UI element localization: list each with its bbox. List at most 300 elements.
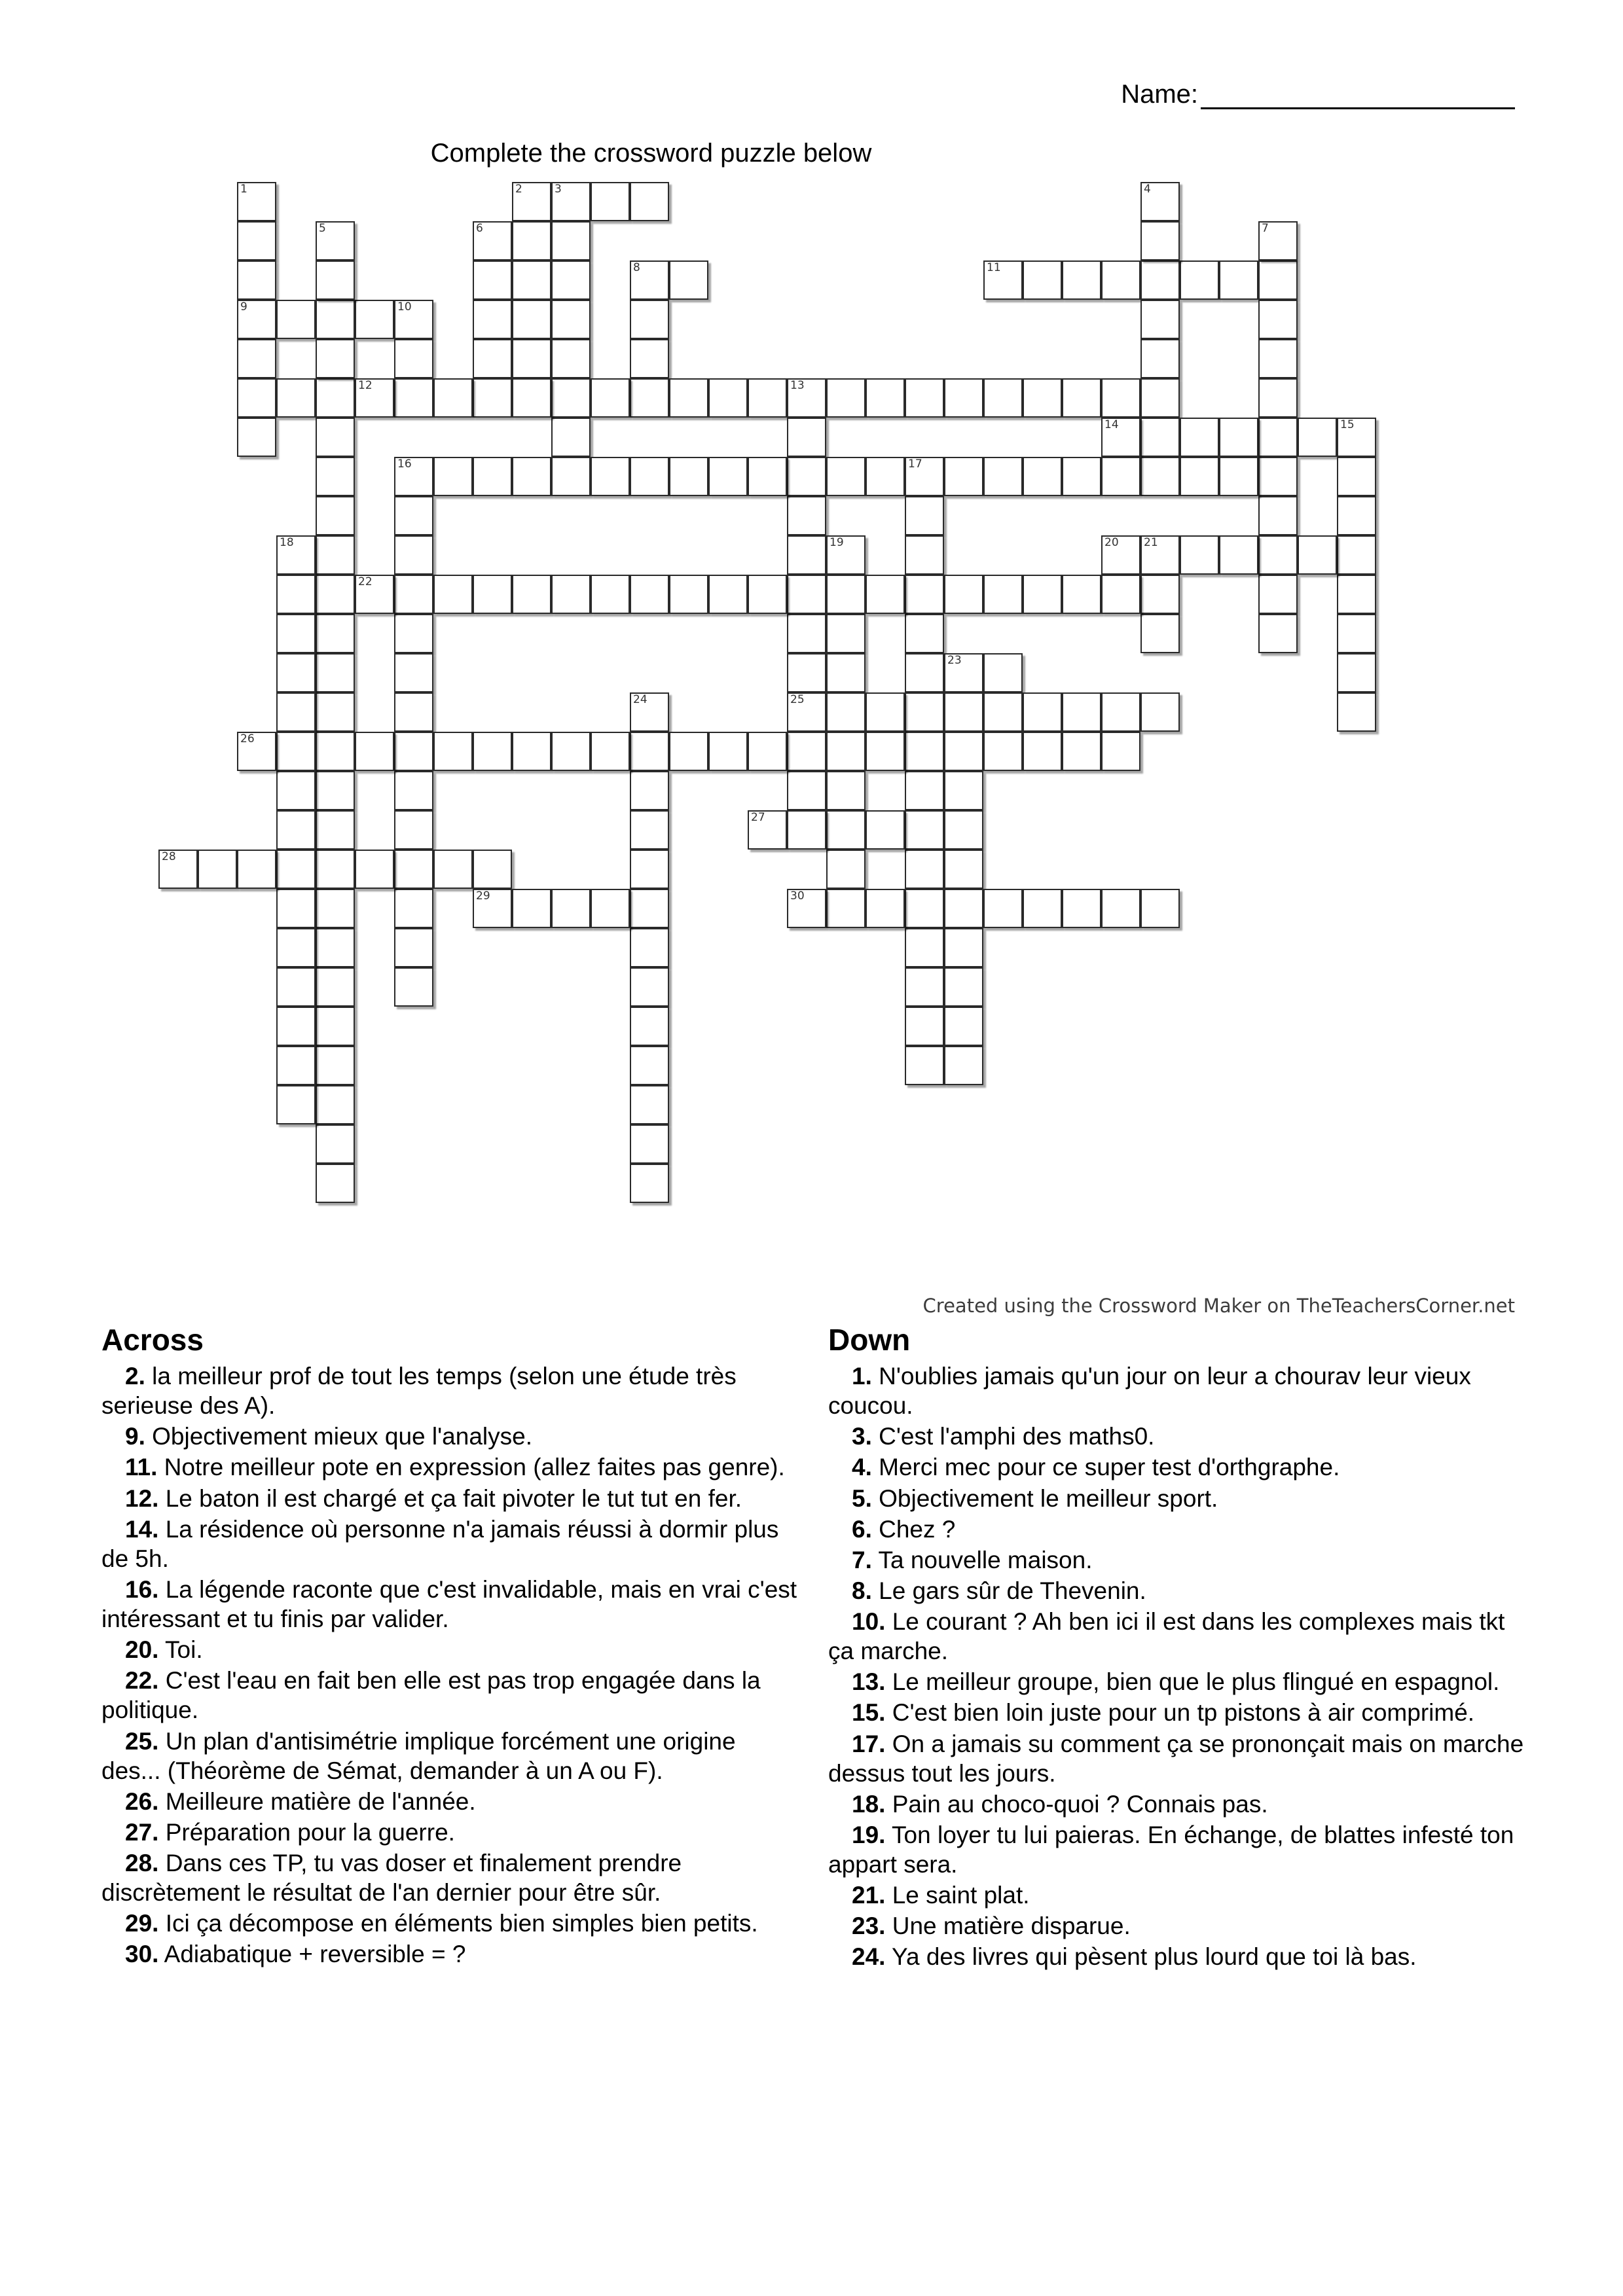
grid-cell[interactable] [905,771,944,810]
grid-cell[interactable] [237,378,276,418]
grid-cell[interactable] [316,221,355,260]
down-clue-text: Ta nouvelle maison. [871,1546,1093,1573]
grid-cell[interactable] [866,575,905,614]
grid-cell[interactable] [512,300,551,339]
grid-cell[interactable] [983,692,1023,732]
grid-cell[interactable] [787,653,826,692]
grid-cell[interactable] [1180,535,1219,575]
grid-cell[interactable] [905,653,944,692]
grid-cell[interactable] [905,732,944,771]
grid-cell[interactable] [433,575,473,614]
grid-cell[interactable] [1258,535,1298,575]
grid-cell[interactable] [276,810,316,850]
grid-cell[interactable] [1258,496,1298,535]
grid-cell[interactable] [1298,418,1337,457]
grid-cell[interactable] [787,692,826,732]
grid-cell[interactable] [316,889,355,928]
grid-cell[interactable] [669,732,708,771]
grid-cell[interactable] [473,378,512,418]
grid-cell[interactable] [944,575,983,614]
grid-cell[interactable] [944,889,983,928]
grid-cell[interactable] [630,1085,669,1124]
grid-cell[interactable] [1101,418,1140,457]
grid-cell[interactable] [316,810,355,850]
grid-cell[interactable] [630,889,669,928]
grid-cell[interactable] [1337,418,1376,457]
grid-cell[interactable] [1101,889,1140,928]
grid-cell[interactable] [1219,418,1258,457]
grid-cell[interactable] [708,575,748,614]
name-input-line[interactable] [1201,79,1515,109]
down-clue [828,1422,1525,1451]
grid-cell[interactable] [944,378,983,418]
grid-cell[interactable] [473,260,512,300]
grid-cell[interactable] [630,575,669,614]
grid-cell[interactable] [551,221,591,260]
grid-cell[interactable] [1219,260,1258,300]
grid-cell[interactable] [944,732,983,771]
grid-cell[interactable] [473,300,512,339]
grid-cell[interactable] [237,182,276,221]
grid-cell[interactable] [630,300,669,339]
grid-cell[interactable] [630,732,669,771]
grid-cell[interactable] [394,339,433,378]
grid-cell[interactable] [826,575,866,614]
grid-cell[interactable] [316,732,355,771]
grid-cell[interactable] [826,889,866,928]
grid-cell[interactable] [512,182,551,221]
grid-cell[interactable] [1337,496,1376,535]
grid-cell[interactable] [316,457,355,496]
grid-cell[interactable] [866,732,905,771]
grid-cell[interactable] [394,614,433,653]
grid-cell[interactable] [1140,535,1180,575]
grid-cell[interactable] [1298,535,1337,575]
grid-cell[interactable] [512,339,551,378]
grid-cell[interactable] [237,732,276,771]
grid-cell[interactable] [826,732,866,771]
grid-cell[interactable] [316,535,355,575]
grid-cell[interactable] [316,1007,355,1046]
grid-cell[interactable] [512,889,551,928]
grid-cell[interactable] [394,732,433,771]
grid-cell[interactable] [944,457,983,496]
grid-cell[interactable] [276,928,316,967]
grid-cell[interactable] [1140,889,1180,928]
grid-cell[interactable] [1140,221,1180,260]
grid-cell[interactable] [276,850,316,889]
grid-cell[interactable] [1140,692,1180,732]
grid-cell[interactable] [748,457,787,496]
grid-cell[interactable] [748,575,787,614]
grid-cell[interactable] [630,692,669,732]
grid-cell[interactable] [669,457,708,496]
grid-cell[interactable] [630,457,669,496]
grid-cell[interactable] [787,378,826,418]
grid-cell[interactable] [905,810,944,850]
across-clue [101,1666,799,1725]
grid-cell[interactable] [866,457,905,496]
grid-cell[interactable] [1258,418,1298,457]
grid-cell[interactable] [316,260,355,300]
grid-cell[interactable] [1101,732,1140,771]
grid-cell[interactable] [473,575,512,614]
grid-cell[interactable] [1258,300,1298,339]
grid-cell[interactable] [944,1046,983,1085]
grid-cell[interactable] [237,339,276,378]
grid-cell[interactable] [1023,260,1062,300]
grid-cell[interactable] [630,1164,669,1203]
grid-cell[interactable] [669,378,708,418]
grid-cell[interactable] [276,1046,316,1085]
grid-cell[interactable] [276,771,316,810]
grid-cell[interactable] [316,300,355,339]
grid-cell[interactable] [1140,614,1180,653]
grid-cell[interactable] [1337,535,1376,575]
grid-cell[interactable] [1258,378,1298,418]
grid-cell[interactable] [1258,221,1298,260]
grid-cell[interactable] [394,771,433,810]
across-clue-number: 16. [125,1575,159,1603]
grid-cell[interactable] [551,418,591,457]
grid-cell[interactable] [551,182,591,221]
grid-cell[interactable] [787,457,826,496]
grid-cell[interactable] [630,1046,669,1085]
grid-cell[interactable] [1140,575,1180,614]
grid-cell[interactable] [905,967,944,1007]
grid-cell[interactable] [276,300,316,339]
grid-cell[interactable] [1062,260,1101,300]
grid-cell[interactable] [944,967,983,1007]
grid-cell[interactable] [316,692,355,732]
across-clue [101,1787,799,1816]
grid-cell[interactable] [1140,418,1180,457]
grid-cell[interactable] [1140,378,1180,418]
grid-cell[interactable] [473,457,512,496]
grid-cell[interactable] [630,378,669,418]
grid-cell[interactable] [630,771,669,810]
grid-cell[interactable] [316,496,355,535]
grid-cell[interactable] [905,614,944,653]
grid-cell[interactable] [394,575,433,614]
grid-cell[interactable] [1337,653,1376,692]
grid-cell[interactable] [276,1007,316,1046]
grid-cell[interactable] [551,732,591,771]
grid-cell[interactable] [866,889,905,928]
grid-cell[interactable] [1101,692,1140,732]
grid-cell[interactable] [512,457,551,496]
grid-cell[interactable] [276,653,316,692]
grid-cell[interactable] [551,889,591,928]
grid-cell[interactable] [1023,692,1062,732]
grid-cell[interactable] [630,260,669,300]
grid-cell[interactable] [276,692,316,732]
grid-cell[interactable] [630,1124,669,1164]
grid-cell[interactable] [355,732,394,771]
grid-cell[interactable] [905,378,944,418]
grid-cell[interactable] [551,378,591,418]
grid-cell[interactable] [1101,457,1140,496]
grid-cell[interactable] [1219,457,1258,496]
grid-cell[interactable] [905,850,944,889]
grid-cell[interactable] [473,889,512,928]
grid-cell[interactable] [394,889,433,928]
grid-cell[interactable] [787,810,826,850]
grid-cell[interactable] [944,653,983,692]
grid-cell[interactable] [1140,260,1180,300]
grid-cell[interactable] [316,1124,355,1164]
grid-cell[interactable] [551,575,591,614]
grid-cell[interactable] [944,810,983,850]
grid-cell[interactable] [826,614,866,653]
grid-cell[interactable] [630,339,669,378]
grid-cell[interactable] [355,850,394,889]
grid-cell[interactable] [394,850,433,889]
grid-cell[interactable] [630,1007,669,1046]
grid-cell[interactable] [1337,575,1376,614]
grid-cell[interactable] [983,732,1023,771]
grid-cell[interactable] [866,692,905,732]
grid-cell[interactable] [237,418,276,457]
grid-cell[interactable] [944,771,983,810]
grid-cell[interactable] [394,810,433,850]
grid-cell[interactable] [1140,339,1180,378]
grid-cell[interactable] [944,850,983,889]
grid-cell[interactable] [394,653,433,692]
grid-cell[interactable] [316,967,355,1007]
grid-cell[interactable] [237,260,276,300]
grid-cell[interactable] [1337,614,1376,653]
grid-cell[interactable] [630,810,669,850]
grid-cell[interactable] [316,418,355,457]
grid-cell[interactable] [473,732,512,771]
grid-cell[interactable] [591,732,630,771]
grid-cell[interactable] [394,300,433,339]
grid-cell[interactable] [394,692,433,732]
grid-cell[interactable] [944,1007,983,1046]
grid-cell[interactable] [1258,260,1298,300]
grid-cell[interactable] [512,378,551,418]
crossword-grid[interactable] [158,182,1494,1295]
grid-cell[interactable] [1062,378,1101,418]
grid-cell[interactable] [748,378,787,418]
grid-cell[interactable] [826,653,866,692]
grid-cell[interactable] [905,575,944,614]
grid-cell[interactable] [1337,692,1376,732]
grid-cell[interactable] [394,928,433,967]
grid-cell[interactable] [1101,535,1140,575]
grid-cell[interactable] [944,692,983,732]
grid-cell[interactable] [905,692,944,732]
grid-cell[interactable] [826,457,866,496]
grid-cell[interactable] [316,850,355,889]
grid-cell[interactable] [983,260,1023,300]
grid-cell[interactable] [1101,260,1140,300]
down-clue-text: Ton loyer tu lui paieras. En échange, de blattes infesté ton appart sera. [828,1821,1514,1878]
grid-cell[interactable] [551,457,591,496]
grid-cell[interactable] [1337,457,1376,496]
grid-cell[interactable] [905,457,944,496]
grid-cell[interactable] [394,496,433,535]
grid-cell[interactable] [316,771,355,810]
grid-cell[interactable] [316,1164,355,1203]
grid-cell[interactable] [316,928,355,967]
grid-cell[interactable] [787,418,826,457]
grid-cell[interactable] [237,300,276,339]
grid-cell[interactable] [316,614,355,653]
grid-cell[interactable] [1023,575,1062,614]
grid-cell[interactable] [473,850,512,889]
grid-cell[interactable] [512,732,551,771]
grid-cell[interactable] [630,182,669,221]
grid-cell[interactable] [433,378,473,418]
grid-cell[interactable] [433,457,473,496]
grid-cell[interactable] [708,378,748,418]
grid-cell[interactable] [1180,457,1219,496]
grid-cell[interactable] [394,535,433,575]
grid-cell[interactable] [1023,889,1062,928]
grid-cell[interactable] [1258,575,1298,614]
grid-cell[interactable] [787,496,826,535]
grid-cell[interactable] [1023,378,1062,418]
grid-cell[interactable] [787,614,826,653]
grid-cell[interactable] [1023,457,1062,496]
grid-cell[interactable] [433,732,473,771]
grid-cell[interactable] [473,221,512,260]
grid-cell[interactable] [276,378,316,418]
grid-cell[interactable] [826,771,866,810]
grid-cell[interactable] [276,967,316,1007]
grid-cell[interactable] [276,732,316,771]
grid-cell[interactable] [316,653,355,692]
down-clue [828,1820,1525,1879]
grid-cell[interactable] [1062,575,1101,614]
grid-cell[interactable] [1062,889,1101,928]
grid-cell[interactable] [276,889,316,928]
grid-cell[interactable] [394,457,433,496]
grid-cell[interactable] [1101,575,1140,614]
grid-cell[interactable] [630,967,669,1007]
grid-cell[interactable] [591,378,630,418]
grid-cell[interactable] [276,575,316,614]
grid-cell[interactable] [905,889,944,928]
grid-cell[interactable] [158,850,198,889]
grid-cell[interactable] [905,535,944,575]
grid-cell[interactable] [787,732,826,771]
grid-cell[interactable] [276,614,316,653]
grid-cell[interactable] [787,771,826,810]
grid-cell[interactable] [708,457,748,496]
grid-cell[interactable] [1258,457,1298,496]
grid-cell[interactable] [237,221,276,260]
grid-cell[interactable] [1258,614,1298,653]
grid-cell[interactable] [826,850,866,889]
grid-cell[interactable] [1062,732,1101,771]
grid-cell[interactable] [591,889,630,928]
grid-cell[interactable] [355,378,394,418]
grid-cell[interactable] [787,889,826,928]
grid-cell[interactable] [1062,692,1101,732]
grid-cell[interactable] [394,967,433,1007]
grid-cell[interactable] [276,535,316,575]
grid-cell[interactable] [748,732,787,771]
grid-cell[interactable] [905,1007,944,1046]
grid-cell[interactable] [512,221,551,260]
grid-cell[interactable] [1101,378,1140,418]
grid-cell[interactable] [1140,182,1180,221]
grid-cell[interactable] [551,260,591,300]
grid-cell[interactable] [983,653,1023,692]
grid-cell[interactable] [1180,418,1219,457]
grid-cell[interactable] [237,850,276,889]
grid-cell[interactable] [905,1046,944,1085]
grid-cell[interactable] [669,575,708,614]
grid-cell[interactable] [355,575,394,614]
grid-cell[interactable] [826,378,866,418]
grid-cell[interactable] [983,889,1023,928]
grid-cell[interactable] [512,575,551,614]
grid-cell[interactable] [316,378,355,418]
grid-cell[interactable] [826,535,866,575]
grid-cell[interactable] [1180,260,1219,300]
grid-cell[interactable] [433,850,473,889]
grid-cell[interactable] [630,928,669,967]
down-clue [828,1484,1525,1513]
grid-cell[interactable] [866,810,905,850]
grid-cell[interactable] [394,378,433,418]
grid-cell[interactable] [316,1085,355,1124]
grid-cell[interactable] [355,300,394,339]
across-clue-text: Le baton il est chargé et ça fait pivoter le tut tut en fer. [158,1484,742,1512]
grid-cell[interactable] [708,732,748,771]
grid-cell[interactable] [944,928,983,967]
grid-cell[interactable] [591,182,630,221]
grid-cell[interactable] [512,260,551,300]
grid-cell[interactable] [316,339,355,378]
grid-cell[interactable] [1023,732,1062,771]
across-clue-number: 26. [125,1787,159,1815]
grid-cell[interactable] [316,1046,355,1085]
grid-cell[interactable] [551,300,591,339]
grid-cell[interactable] [866,378,905,418]
grid-cell[interactable] [316,575,355,614]
grid-cell[interactable] [748,810,787,850]
grid-cell[interactable] [630,850,669,889]
grid-cell[interactable] [669,260,708,300]
grid-cell[interactable] [787,575,826,614]
grid-cell[interactable] [551,339,591,378]
grid-cell[interactable] [591,457,630,496]
grid-cell[interactable] [1140,300,1180,339]
grid-cell[interactable] [983,575,1023,614]
grid-cell[interactable] [983,457,1023,496]
grid-cell[interactable] [826,692,866,732]
grid-cell[interactable] [1062,457,1101,496]
grid-cell[interactable] [983,378,1023,418]
grid-cell[interactable] [1219,535,1258,575]
grid-cell[interactable] [826,810,866,850]
grid-cell[interactable] [591,575,630,614]
grid-cell[interactable] [276,1085,316,1124]
grid-cell[interactable] [1258,339,1298,378]
grid-cell[interactable] [473,339,512,378]
grid-cell[interactable] [198,850,237,889]
cell-number: 5 [319,222,326,235]
grid-cell[interactable] [905,496,944,535]
grid-cell[interactable] [905,928,944,967]
grid-cell[interactable] [787,535,826,575]
grid-cell[interactable] [1140,457,1180,496]
